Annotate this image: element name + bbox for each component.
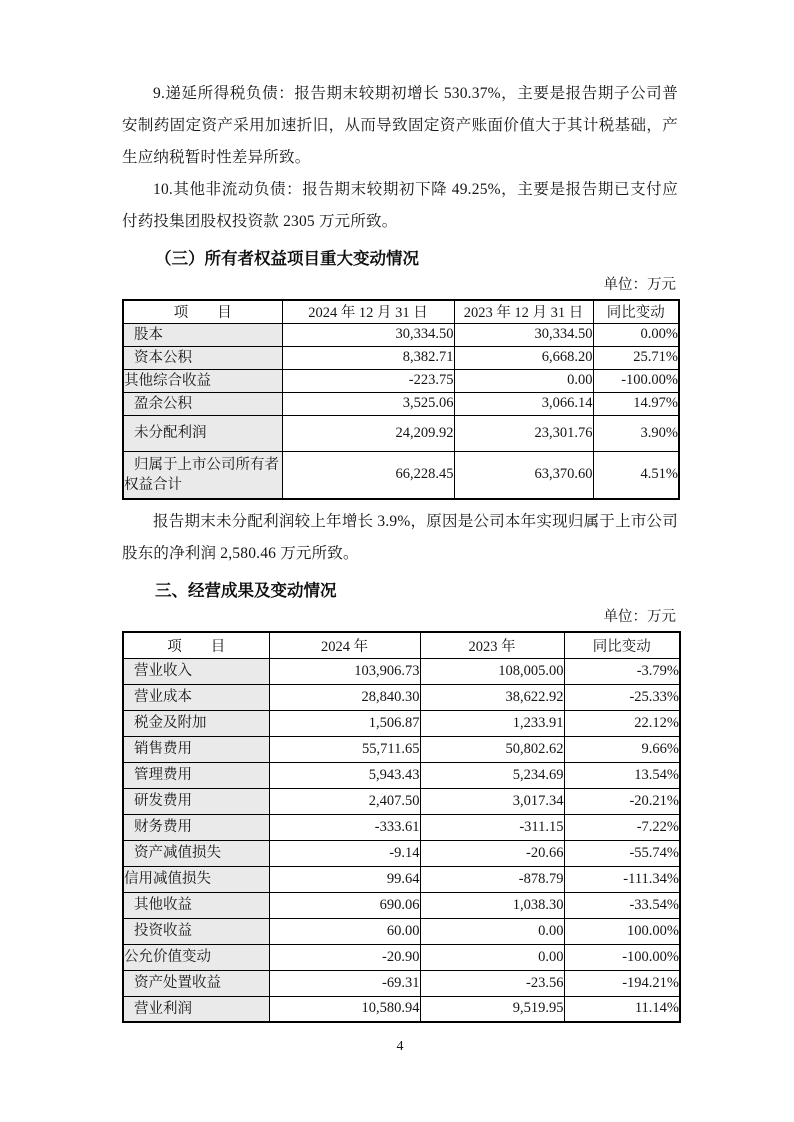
column-header-item: 项 目 [123, 300, 282, 323]
row-value: -20.90 [269, 944, 420, 970]
row-change-pct: 3.90% [593, 415, 679, 451]
paragraph-retained-earnings: 报告期末未分配利润较上年增长 3.9%，原因是公司本年实现归属于上市公司股东的净利润 2,580.46 万元所致。 [122, 513, 678, 562]
row-value: -878.79 [420, 866, 564, 892]
row-label: 财务费用 [123, 814, 269, 840]
row-change-pct: -33.54% [564, 892, 680, 918]
row-value: 103,906.73 [269, 658, 420, 684]
equity-table [122, 299, 680, 500]
row-change-pct: -20.21% [564, 788, 680, 814]
table-row [123, 814, 680, 840]
row-label: 资产减值损失 [123, 840, 269, 866]
row-value: -223.75 [282, 369, 454, 392]
row-change-pct: 0.00% [593, 323, 679, 346]
row-change-pct: 100.00% [564, 918, 680, 944]
table-row [123, 451, 679, 499]
row-value: 10,580.94 [269, 996, 420, 1022]
row-change-pct: 25.71% [593, 346, 679, 369]
equity-table-body [123, 323, 679, 499]
row-value: 24,209.92 [282, 415, 454, 451]
column-header-2024-date: 2024 年 12 月 31 日 [282, 300, 454, 323]
row-change-pct: -3.79% [564, 658, 680, 684]
row-value: 2,407.50 [269, 788, 420, 814]
table-row [123, 866, 680, 892]
row-label: 营业收入 [123, 658, 269, 684]
row-value: 0.00 [454, 369, 593, 392]
table-row [123, 369, 679, 392]
row-value: -311.15 [420, 814, 564, 840]
row-change-pct: -25.33% [564, 684, 680, 710]
column-header-yoy-change: 同比变动 [593, 300, 679, 323]
row-label: 税金及附加 [123, 710, 269, 736]
section-heading-equity-changes: （三）所有者权益项目重大变动情况 [155, 250, 419, 268]
row-label: 销售费用 [123, 736, 269, 762]
paragraph-other-noncurrent-liabilities: 10.其他非流动负债：报告期末较期初下降 49.25%，主要是报告期已支付应付药投集团股权投资款 2305 万元所致。 [122, 181, 678, 230]
row-value: 50,802.62 [420, 736, 564, 762]
row-value: 30,334.50 [282, 323, 454, 346]
table-row [123, 944, 680, 970]
unit-label-operating: 单位：万元 [603, 609, 676, 625]
operating-table-header-row [123, 632, 680, 658]
row-change-pct: 9.66% [564, 736, 680, 762]
row-change-pct: -111.34% [564, 866, 680, 892]
row-value: -20.66 [420, 840, 564, 866]
row-value: 8,382.71 [282, 346, 454, 369]
table-row [123, 684, 680, 710]
row-value: 1,038.30 [420, 892, 564, 918]
row-value: 30,334.50 [454, 323, 593, 346]
row-label: 归属于上市公司所有者权益合计 [123, 451, 282, 499]
row-label: 营业成本 [123, 684, 269, 710]
column-header-2023-date: 2023 年 12 月 31 日 [454, 300, 593, 323]
row-value: -23.56 [420, 970, 564, 996]
row-label: 其他综合收益 [123, 369, 282, 392]
row-label: 股本 [123, 323, 282, 346]
operating-table-body [123, 658, 680, 1022]
row-value: 66,228.45 [282, 451, 454, 499]
table-row [123, 736, 680, 762]
row-change-pct: 11.14% [564, 996, 680, 1022]
column-header-yoy-change: 同比变动 [564, 632, 680, 658]
page-number: 4 [396, 1039, 404, 1054]
row-value: 0.00 [420, 944, 564, 970]
row-change-pct: -100.00% [564, 944, 680, 970]
row-value: 3,525.06 [282, 392, 454, 415]
row-value: 5,943.43 [269, 762, 420, 788]
row-value: 0.00 [420, 918, 564, 944]
row-value: 690.06 [269, 892, 420, 918]
row-change-pct: -7.22% [564, 814, 680, 840]
row-change-pct: -55.74% [564, 840, 680, 866]
table-row [123, 918, 680, 944]
operating-results-table [122, 631, 681, 1023]
row-value: 23,301.76 [454, 415, 593, 451]
row-label: 研发费用 [123, 788, 269, 814]
row-change-pct: -100.00% [593, 369, 679, 392]
row-label: 未分配利润 [123, 415, 282, 451]
row-label: 资本公积 [123, 346, 282, 369]
row-value: 55,711.65 [269, 736, 420, 762]
row-value: 3,017.34 [420, 788, 564, 814]
row-change-pct: 14.97% [593, 392, 679, 415]
table-row [123, 323, 679, 346]
column-header-item: 项 目 [123, 632, 269, 658]
row-value: 1,233.91 [420, 710, 564, 736]
table-row [123, 840, 680, 866]
paragraph-deferred-tax-liabilities: 9.递延所得税负债：报告期末较期初增长 530.37%，主要是报告期子公司普安制药固定资产采用加速折旧，从而导致固定资产账面价值大于其计税基础，产生应纳税暂时性差异所致。 [122, 85, 678, 166]
row-value: 99.64 [269, 866, 420, 892]
table-row [123, 392, 679, 415]
row-label: 管理费用 [123, 762, 269, 788]
row-value: -9.14 [269, 840, 420, 866]
row-value: 6,668.20 [454, 346, 593, 369]
row-label: 信用减值损失 [123, 866, 269, 892]
table-row [123, 415, 679, 451]
row-change-pct: 4.51% [593, 451, 679, 499]
row-label: 公允价值变动 [123, 944, 269, 970]
table-row [123, 658, 680, 684]
row-value: 1,506.87 [269, 710, 420, 736]
table-row [123, 970, 680, 996]
row-value: 9,519.95 [420, 996, 564, 1022]
table-row [123, 710, 680, 736]
row-value: 28,840.30 [269, 684, 420, 710]
row-label: 其他收益 [123, 892, 269, 918]
row-label: 投资收益 [123, 918, 269, 944]
row-value: 108,005.00 [420, 658, 564, 684]
column-header-2023: 2023 年 [420, 632, 564, 658]
section-heading-operating-results: 三、经营成果及变动情况 [155, 582, 337, 600]
table-row [123, 892, 680, 918]
row-change-pct: -194.21% [564, 970, 680, 996]
column-header-2024: 2024 年 [269, 632, 420, 658]
row-value: 60.00 [269, 918, 420, 944]
row-value: -333.61 [269, 814, 420, 840]
row-value: 5,234.69 [420, 762, 564, 788]
row-value: 3,066.14 [454, 392, 593, 415]
row-change-pct: 13.54% [564, 762, 680, 788]
table-row [123, 762, 680, 788]
table-row [123, 996, 680, 1022]
unit-label-equity: 单位：万元 [603, 277, 676, 293]
equity-table-header-row [123, 300, 679, 323]
table-row [123, 346, 679, 369]
table-row [123, 788, 680, 814]
row-label: 盈余公积 [123, 392, 282, 415]
row-label: 资产处置收益 [123, 970, 269, 996]
row-change-pct: 22.12% [564, 710, 680, 736]
row-label: 营业利润 [123, 996, 269, 1022]
row-value: 38,622.92 [420, 684, 564, 710]
row-value: -69.31 [269, 970, 420, 996]
row-value: 63,370.60 [454, 451, 593, 499]
